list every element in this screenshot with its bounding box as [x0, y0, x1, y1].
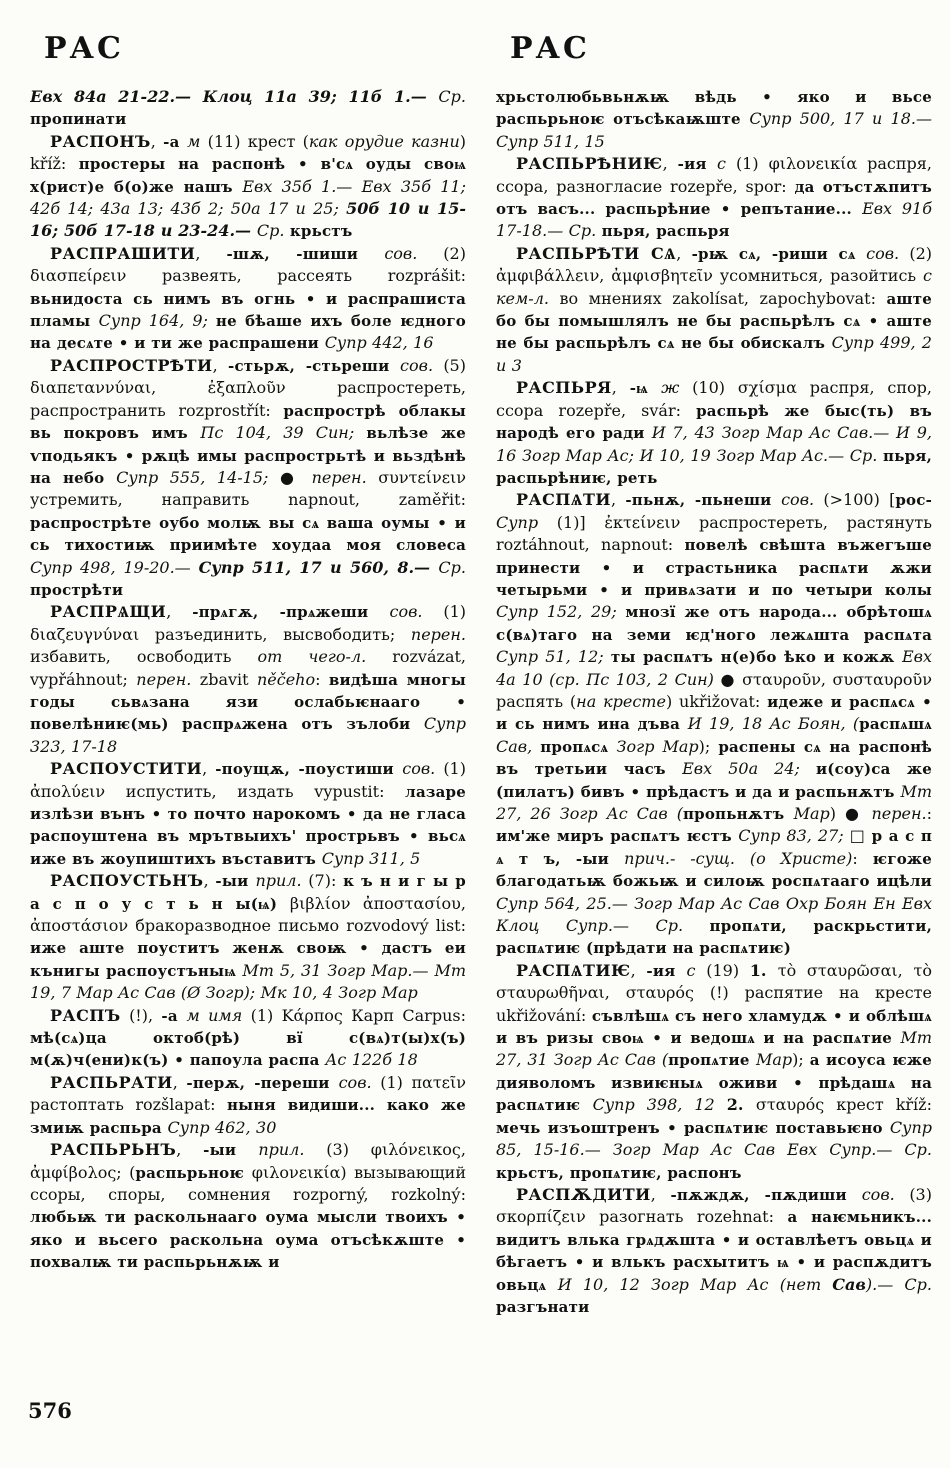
entry-rasponu: РАСПОНЪ, -а м (11) крест (как орудие казни) kříž: простеры на распонѣ • в'сѧ оуды своѩ х(рист)е б(о)же нашъ Евх 35б 1.— Евх 35б 11; 42б 14; 43а 13; 43б 2; 50а 17 и 25; 50б 10 и 15-16; 50б 17-18 и 23-24.— Ср. крьстъ — [30, 131, 466, 241]
entry-rasperja: РАСПЬРЯ, -ѩ ж (10) σχίσμα распря, спор, ссора rozepře, svár: распьрѣ же быс(ть) въ народѣ его ради И 7, 43 Зогр Мар Ас Сав.— И 9, 16 Зогр Мар Ас; И 10, 19 Зогр Мар Ас.— Ср. пьря, распьрѣниѥ, реть — [496, 378, 932, 487]
entry-raspreti-se: РАСПЬРѢТИ СѦ, -рѭ сѧ, -риши сѧ сов. (2) ἀμφιβάλλειν, ἀμφισβητεῖν усомниться, разойтись с кем-л. во мнениях zakolísat, zapochybovat: аште бо бы помышлялъ не бы распьрѣлъ сѧ • аште не бы распьрѣлъ сѧ не бы обискалъ Супр 499, 2 и 3 — [496, 243, 932, 375]
entry-raspu: РАСПЪ (!), -а м имя (1) Κάρπος Карп Carpus: мѣ(сѧ)ца октоб(рѣ) вї с(вѧ)т(ы)х(ъ) м(ѫ)ч(ени)к(ъ) • папоула распа Ас 122б 18 — [30, 1005, 466, 1070]
entry-raspeti: РАСПѦТИ, -пьнѫ, -пьнеши сов. (>100) [рос- Супр (1)] ἐκτείνειν распростереть, растянуть roztáhnout, napnout: повелѣ свѣшта въжегъше принести • и страстьника распѧти ѫжи четырьми • и привѧзати и по четыри колы Супр 152, 29; мнозї же отъ народа... обрѣтошѧ с(вѧ)таго на земи ѥд'ного лежѧшта распѧта Супр 51, 12; ты распѧтъ н(е)бо ѣко и кожѫ Евх 4а 10 (ср. Пс 103, 2 Син) ● σταυροῦν, συσταυροῦν распять (на кресте) ukřižovat: идеже и распѧсѧ • и сь нимъ ина дъва И 19, 18 Ас Боян, (распѧшѧ Сав, пропѧсѧ Зогр Мар); распены сѧ на распонѣ въ третьии часъ Евх 50а 24; и(соу)са же (пилатъ) бивъ • прѣдастъ и да и распьнѫтъ Мт 27, 26 Зогр Ас Сав (пропьнѫтъ Мар) ● перен.: им'же миръ распѧтъ ѥстъ Супр 83, 27; □ р а с п ѧ т ъ, -ыи прич.- -сущ. (о Христе): ѥгоже благодатьѭ божьѭ и силоѭ роспѧтааго ицѣли Супр 564, 25.— Зогр Мар Ас Сав Охр Боян Ен Евх Клоц Супр.— Ср. пропѧти, раскрьстити, распѧтиѥ (прѣдати на распѧтиѥ) — [496, 490, 932, 958]
entry-raspoditi: РАСПѪДИТИ, -пѫждѫ, -пѫдиши сов. (3) σκορπίζειν разогнать rozehnat: а наѥмьникъ... видитъ влька грѧдѫшта • и оставлѣетъ овьцѧ и бѣгаетъ • и влькъ расхытитъ ѩ • и распѫдитъ овьцѧ И 10, 12 Зогр Мар Ас (нет Сав).— Ср. разгънати — [496, 1184, 932, 1316]
entry-raspustinu: РАСПОУСТЬНЪ, -ыи прил. (7): к ъ н и г ы р а с п о у с т ь н ы(ѩ) βιβλίον ἀποστασίου, ἀποστάσιον бракоразводное письмо rozvodový list: иже аште поуститъ женѫ своѭ • дастъ еи кънигы распоустъныѩ Мт 5, 31 Зогр Мар.— Мт 19, 7 Мар Ас Сав (Ø Зогр); Мк 10, 4 Зогр Мар — [30, 871, 466, 1003]
right-running-head: РАС — [510, 31, 590, 66]
entry-rasprashiti: РАСПРАШИТИ, -шѫ, -шиши сов. (2) διασπείρειν развеять, рассеять rozprášit: вьнидоста сь нимъ въ огнь • и распрашиста пламы Супр 164, 9; не бѣаше ихъ боле ѥдного на десѧте • и ти же распрашени Супр 442, 16 — [30, 243, 466, 353]
entry-raspustiti: РАСПОУСТИТИ, -поущѫ, -поустиши сов. (1) ἀπολύειν испустить, издать vypustit: лазаре излѣзи вънъ • то почто нарокомъ • да не гласа распоуштена въ мрътвыихъ' прострьвъ • вьсѧ иже въ жоупиштихъ въставитъ Супр 311, 5 — [30, 759, 466, 868]
entry-continuation-raspernu: хрьстолюбьвьнѫѭ вѣдь • яко и вьсе распьрьноѥ отъсѣкаѭште Супр 500, 17 и 18.— Супр 511, 15 — [496, 88, 932, 151]
entry-raspernu: РАСПЬРЬНЪ, -ыи прил. (3) φιλόνεικος, ἀμφίβολος; (распьрьноѥ φιλονεικία) вызывающий ссоры, споры, сомнения rozporný, rozkolný: любьѭ ти раскольнааго оума мысли твоихъ • яко и вьсего раскольна оума отъсѣкѫште • похвалѭ ти распьрьнѫѭ и — [30, 1140, 466, 1272]
two-column-layout — [30, 31, 932, 1406]
left-running-head: РАС — [44, 31, 124, 66]
entry-rasperati: РАСПЬРАТИ, -перѫ, -переши сов. (1) πατεῖν растоптать rozšlapat: ныня видиши... како же змиѭ распьра Супр 462, 30 — [30, 1072, 466, 1137]
right-column-text — [496, 86, 932, 1406]
left-column — [30, 31, 466, 1406]
left-column-text — [30, 86, 466, 1406]
entry-rasprostreti: РАСПРОСТРѢТИ, -стьрѫ, -стьреши сов. (5) διαπεταννύναι, ἐξαπλοῦν распростереть, распространить rozprostřít: распрострѣ облакы вь покровъ имъ Пс 104, 39 Син; вьлѣзе же ѵподьякъ • рѫцѣ имы распрострьтѣ и вьздѣнѣ на небо Супр 555, 14-15; ● перен. συντείνειν устремить, направить napnout, zaměřit: распрострѣте оубо молѭ вы сѧ ваша оумы • и сь тихостиѭ приимѣте хоудаа моя словеса Супр 498, 19-20.— Супр 511, 17 и 560, 8.— Ср. прострѣти — [30, 355, 466, 599]
entry-raspernije: РАСПЬРѢНИѤ, -ия с (1) φιλονεικία распря, ссора, разногласие rozepře, spor: да отъстѫпитъ отъ васъ... распьрѣние • репътание... Евх 91б 17-18.— Ср. пьря, распьря — [496, 154, 932, 241]
entry-raspetije: РАСПѦТИѤ, -ия с (19) 1. τὸ σταυρῶσαι, τὸ σταυρωθῆναι, σταυρός (!) распятие на кресте ukřižování: съвлѣшѧ съ него хламудѫ • и облѣшѧ и въ ризы своѩ • и ведошѧ и на распѧтие Мт 27, 31 Зогр Ас Сав (пропѧтие Мар); а исоуса ѥже дияволомъ извиѥныѧ оживи • прѣдашѧ на распѧтиѥ Супр 398, 12 2. σταυρός крест kříž: мечь изъоштренъ • распѧтиѥ поставьѥно Супр 85, 15-16.— Зогр Мар Ас Сав Евх Супр.— Ср. крьстъ, пропѧтиѥ, распонъ — [496, 960, 932, 1182]
entry-raspreshti: РАСПРѦЩИ, -прѧгѫ, -прѧжеши сов. (1) διαζευγνύναι разъединить, высвободить; перен. избавить, освободить от чего-л. rozvázat, vypřáhnout; перен. zbavit něčeho: видѣша многы годы сьвѧзана язи ослабьѥнааго • повелѣниѥ(мь) распрѧжена отъ зълоби Супр 323, 17-18 — [30, 602, 466, 756]
right-column — [496, 31, 932, 1406]
page-number: 576 — [28, 1398, 72, 1423]
entry-continuation-propinati: Евх 84а 21-22.— Клоц 11а 39; 11б 1.— Ср. пропинати — [30, 87, 466, 129]
